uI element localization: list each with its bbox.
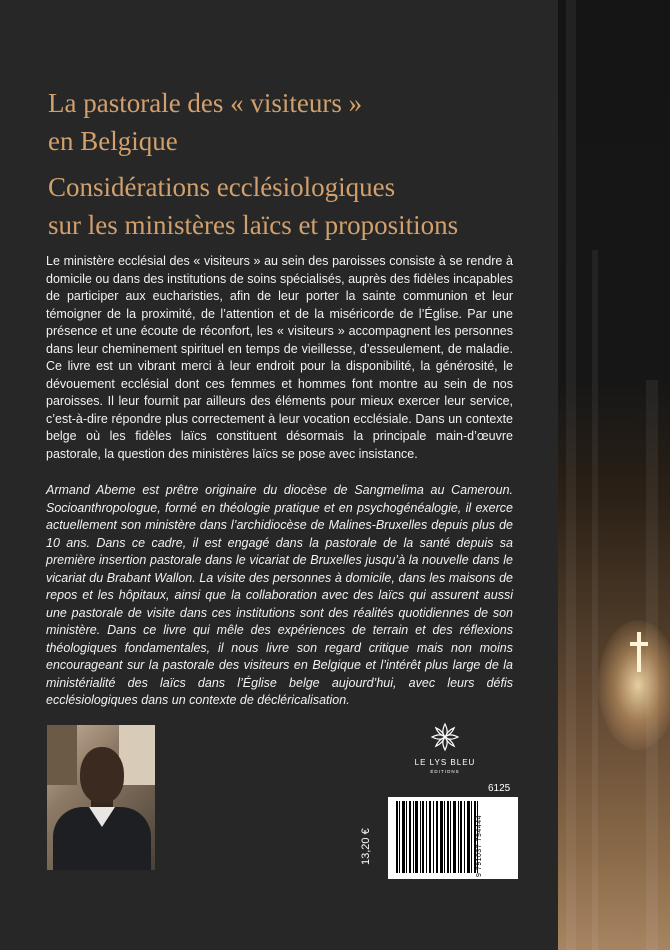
publisher-sub: ÉDITIONS [430, 769, 460, 774]
subtitle-line-1: Considérations ecclésiologiques [48, 172, 396, 202]
publisher-logo [410, 722, 480, 774]
product-code: 6125 [488, 783, 511, 794]
cathedral-photo-strip [558, 0, 670, 950]
price-value: 13,20 € [360, 828, 372, 865]
isbn-barcode [388, 797, 518, 879]
title-line-2: en Belgique [48, 126, 178, 156]
book-title [48, 84, 548, 244]
pillar [566, 0, 576, 950]
pillar [592, 250, 598, 950]
title-line-1: La pastorale des « visiteurs » [48, 88, 363, 118]
isbn-number: 9 791037 794444 [476, 815, 483, 877]
barcode-bars [396, 801, 478, 873]
author-biography: Armand Abeme est prêtre originaire du diocèse de Sangmelima au Cameroun. Socioanthropologue, formé en théologie pratique et en psychogénéalogie, il exerce actuellement son ministère dans l’archidiocèse de Malines-Bruxelles depuis plus de 10 ans. Dans ce cadre, il est engagé dans la pastorale de la santé depuis sa première insertion pastorale dans le vicariat de Bruxelles jusqu’à la nouvelle dans le vicariat du Brabant Wallon. La visite des personnes à domicile, dans les maisons de repos et les hôpitaux, ainsi que la collaboration avec des laïcs qui assurent aussi une pastorale de visite dans ces institutions sont des réalités quotidiennes de son ministère. Dans ce livre qui mêle des expériences de terrain et des réflexions théologiques fondamentales, il nous livre son regard critique mais non moins encourageant sur la pastorale des visiteurs en Belgique et l’intérêt plus large de la ministérialité des laïcs dans l’Église belge aujourd’hui, avec leurs défis ecclésiologiques dans un contexte de décléricalisation. [46, 483, 513, 707]
subtitle-line-2: sur les ministères laïcs et propositions [48, 210, 459, 240]
book-description: Le ministère ecclésial des « visiteurs » au sein des paroisses consiste à se rendre à domicile ou dans des institutions de soins spécialisés, auprès des fidèles incapables de participer aux eucharisties, afin de leur porter la sainte communion et leur témoigner de la proximité, de l’attention et de la miséricorde de l’Église. Par une présence et une écoute de réconfort, les « visiteurs » accompagnent les personnes dans leur cheminement spirituel en temps de vieillesse, d’esseulement, de maladie. Ce livre est un vibrant merci à leur endroit pour la disponibilité, la générosité, le dévouement ecclésial dont ces femmes et hommes font montre au sein de nos paroisses. Il leur fournit par ailleurs des éléments pour mieux exercer leur service, c’est-à-dire répondre plus correctement à leur vocation ecclésiale. Dans un contexte belge où les fidèles laïcs constituent désormais la principale main-d’œuvre pastorale, la question des ministères laïcs se pose avec insistance. [46, 254, 513, 461]
price-label [360, 805, 384, 875]
lotus-star-icon [430, 722, 460, 752]
cross-icon [630, 632, 648, 672]
author-photo [47, 725, 155, 870]
publisher-name: LE LYS BLEU [414, 758, 476, 767]
